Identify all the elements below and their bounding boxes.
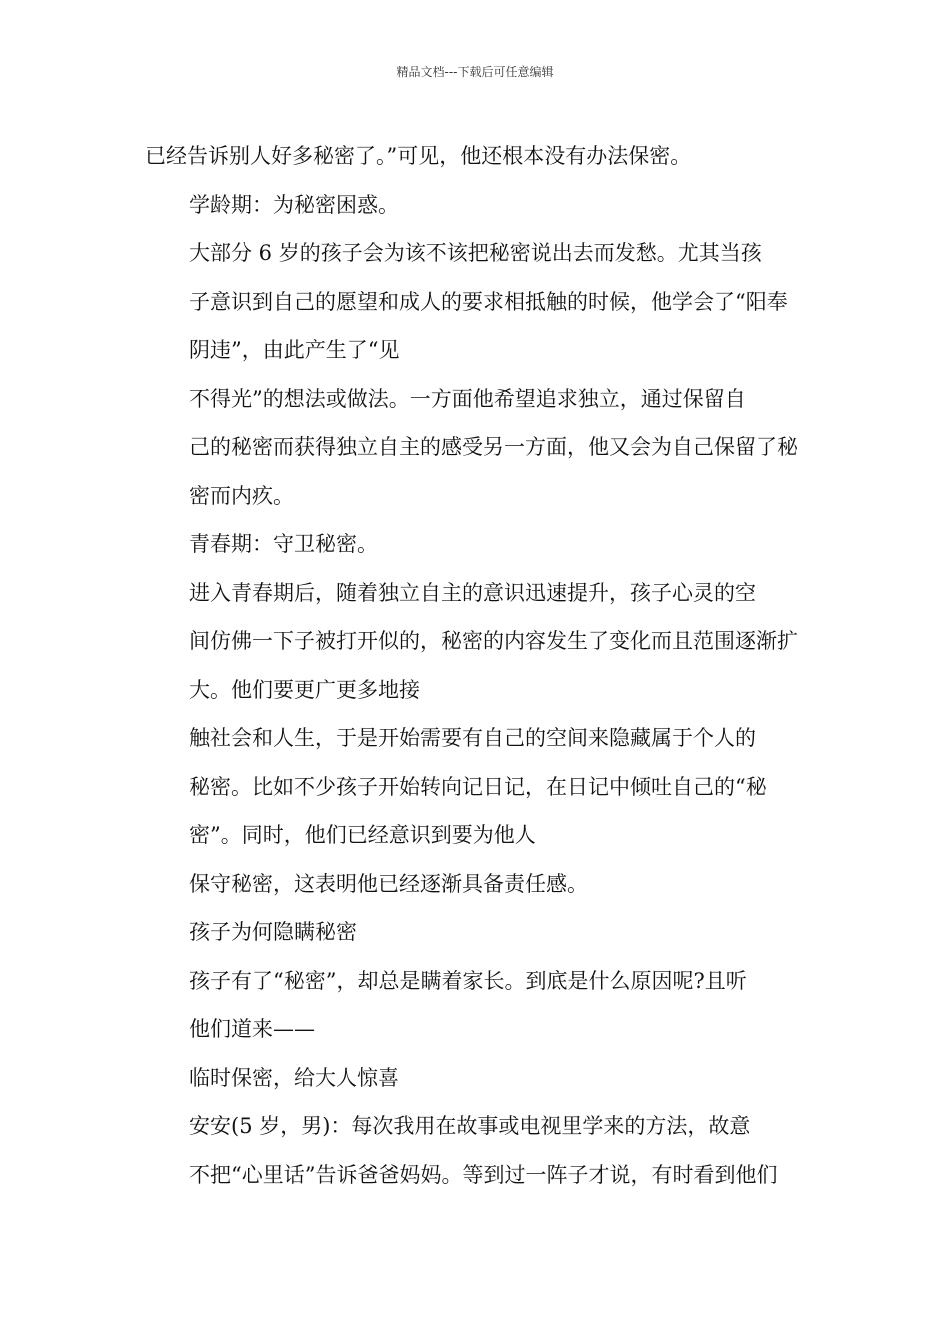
paragraph-line: 不把“心里话”告诉爸爸妈妈。等到过一阵子才说，有时看到他们: [189, 1162, 778, 1187]
paragraph-line: 青春期：守卫秘密。: [189, 532, 378, 556]
paragraph-line: 秘密。比如不少孩子开始转向记日记，在日记中倾吐自己的“秘: [189, 774, 767, 799]
paragraph-line: 孩子为何隐瞒秘密: [189, 920, 357, 944]
paragraph: [145, 1054, 810, 1103]
paragraph-line: 进入青春期后，随着独立自主的意识迅速提升，孩子心灵的空: [189, 580, 756, 605]
paragraph: [145, 860, 810, 909]
paragraph-line: 他们道来——: [189, 1017, 315, 1041]
paragraph: [145, 569, 810, 715]
paragraph-line: 已经告诉别人好多秘密了。”可见，他还根本没有办法保密。: [145, 144, 692, 168]
paragraph-line: 大部分 6 岁的孩子会为该不该把秘密说出去而发愁。尤其当孩: [189, 241, 762, 265]
paragraph-line: 间仿佛一下子被打开似的，秘密的内容发生了变化而且范围逐渐扩: [189, 629, 798, 653]
page-header: 精品文档---下载后可任意编辑: [396, 65, 554, 79]
paragraph-line: 阴违”，由此产生了“见: [189, 338, 400, 362]
paragraph-line: 学龄期：为秘密困惑。: [189, 192, 399, 217]
paragraph-line: 密”。同时，他们已经意识到要为他人: [189, 823, 536, 847]
paragraph-line: 己的秘密而获得独立自主的感受另一方面，他又会为自己保留了秘: [189, 435, 798, 459]
paragraph: [145, 132, 810, 181]
paragraph-line: 临时保密，给大人惊喜: [189, 1065, 399, 1090]
paragraph: [145, 181, 810, 230]
paragraph: [145, 1102, 810, 1199]
paragraph-line: 大。他们要更广更多地接: [189, 677, 420, 702]
paragraph-line: 保守秘密，这表明他已经逐渐具备责任感。: [189, 871, 588, 896]
paragraph: [145, 375, 810, 521]
paragraph-line: 安安(5 岁，男)：每次我用在故事或电视里学来的方法，故意: [189, 1114, 751, 1138]
paragraph-line: 不得光”的想法或做法。一方面他希望追求独立，通过保留自: [189, 386, 746, 411]
paragraph: [145, 908, 810, 957]
paragraph-line: 孩子有了“秘密”，却总是瞒着家长。到底是什么原因呢?且听: [189, 968, 747, 993]
paragraph-list: [145, 132, 810, 1199]
paragraph-line: 密而内疚。: [189, 483, 294, 508]
paragraph: [145, 229, 810, 375]
paragraph-line: 触社会和人生，于是开始需要有自己的空间来隐藏属于个人的: [189, 726, 756, 750]
paragraph-line: 子意识到自己的愿望和成人的要求相抵触的时候，他学会了“阳奉: [189, 289, 788, 314]
paragraph: [145, 957, 810, 1054]
paragraph: [145, 520, 810, 569]
paragraph: [145, 714, 810, 860]
document-body: [145, 132, 810, 1199]
